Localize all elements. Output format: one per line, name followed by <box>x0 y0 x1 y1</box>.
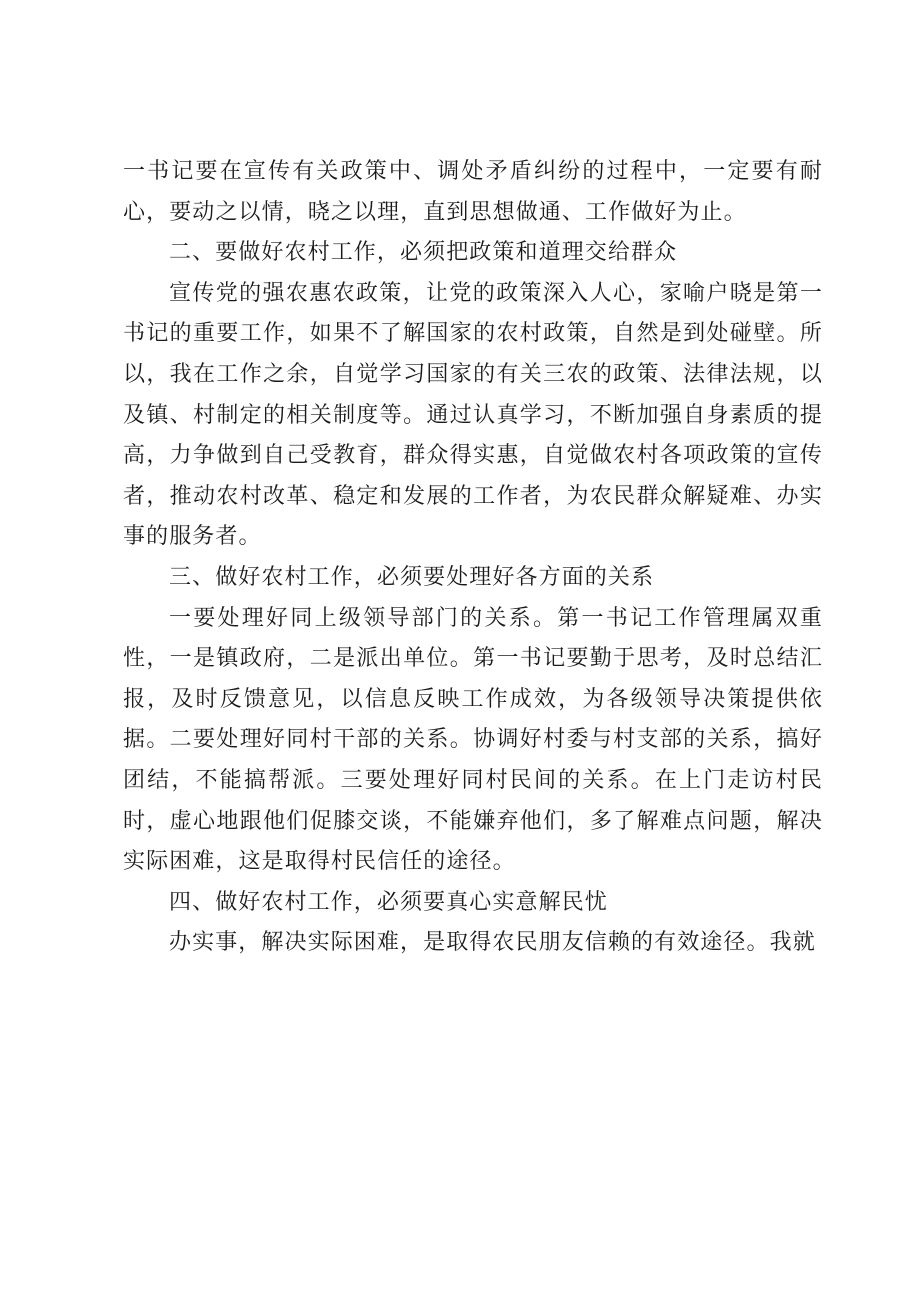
section-heading-4: 四、做好农村工作，必须要真心实意解民忧 <box>169 889 608 915</box>
section-heading-2: 二、要做好农村工作，必须把政策和道理交给群众 <box>169 240 678 266</box>
document-body <box>123 152 823 964</box>
paragraph-continuation: 一书记要在宣传有关政策中、调处矛盾纠纷的过程中，一定要有耐心，要动之以情，晓之以理，直到思想做通、工作做好为止。 <box>123 159 823 225</box>
paragraph-practical: 办实事，解决实际困难，是取得农民朋友信赖的有效途径。我就 <box>169 930 816 956</box>
paragraph-relations: 一要处理好同上级领导部门的关系。第一书记工作管理属双重性，一是镇政府，二是派出单位。第一书记要勤于思考，及时总结汇报，及时反馈意见，以信息反映工作成效，为各级领导决策提供依据。二要处理好同村干部的关系。协调好村委与村支部的关系，搞好团结，不能搞帮派。三要处理好同村民间的关系。在上门走访村民时，虚心地跟他们促膝交谈，不能嫌弃他们，多了解难点问题，解决实际困难，这是取得村民信任的途径。 <box>123 605 823 875</box>
paragraph-policy: 宣传党的强农惠农政策，让党的政策深入人心，家喻户晓是第一书记的重要工作，如果不了解国家的农村政策，自然是到处碰壁。所以，我在工作之余，自觉学习国家的有关三农的政策、法律法规，以及镇、村制定的相关制度等。通过认真学习，不断加强自身素质的提高，力争做到自己受教育，群众得实惠，自觉做农村各项政策的宣传者，推动农村改革、稳定和发展的工作者，为农民群众解疑难、办实事的服务者。 <box>123 280 823 550</box>
section-heading-3: 三、做好农村工作，必须要处理好各方面的关系 <box>169 564 655 590</box>
